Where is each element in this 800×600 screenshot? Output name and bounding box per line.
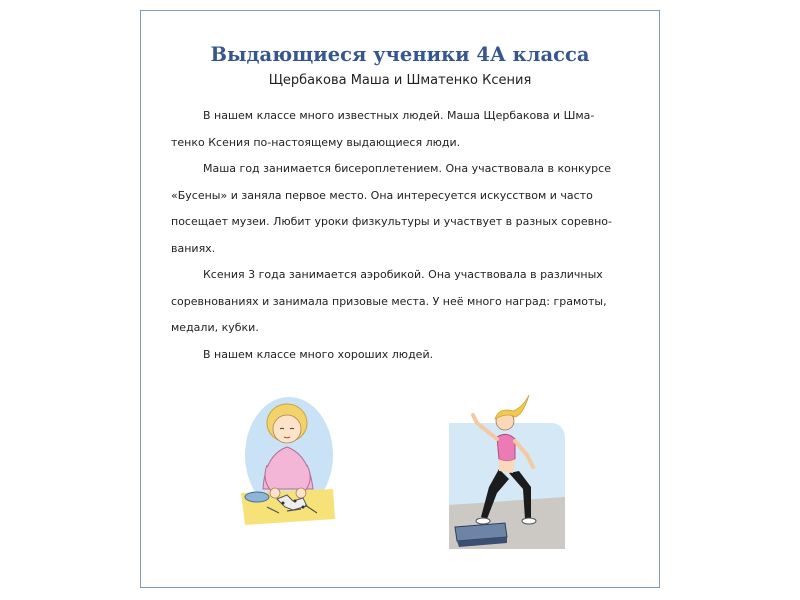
text-line: В нашем классе много известных людей. Маша Щербакова и Шма-	[203, 109, 595, 122]
aerobics-illustration	[433, 387, 573, 559]
document-subtitle: Щербакова Маша и Шматенко Ксения	[268, 73, 532, 88]
girl-crafting-illustration	[237, 393, 337, 533]
text-line: Маша год занимается бисероплетением. Она участвовала в конкурсе	[203, 162, 611, 175]
text-line: Ксения 3 года занимается аэробикой. Она участвовала в различных	[203, 268, 603, 281]
document-body	[171, 103, 646, 368]
text-line: ваниях.	[171, 241, 216, 255]
text-line: посещает музеи. Любит уроки физкультуры и участвует в разных соревно-	[171, 215, 612, 228]
text-line: «Бусены» и заняла первое место. Она интересуется искусством и часто	[171, 188, 593, 202]
text-line: В нашем классе много хороших людей.	[203, 347, 434, 361]
text-line: медали, кубки.	[171, 321, 259, 334]
document-title: Выдающиеся ученики 4А класса	[210, 43, 590, 66]
text-line: тенко Ксения по-настоящему выдающиеся люди.	[171, 135, 461, 149]
document-page	[140, 10, 660, 588]
text-line: соревнованиях и занимала призовые места. У неё много наград: грамоты,	[171, 294, 607, 308]
